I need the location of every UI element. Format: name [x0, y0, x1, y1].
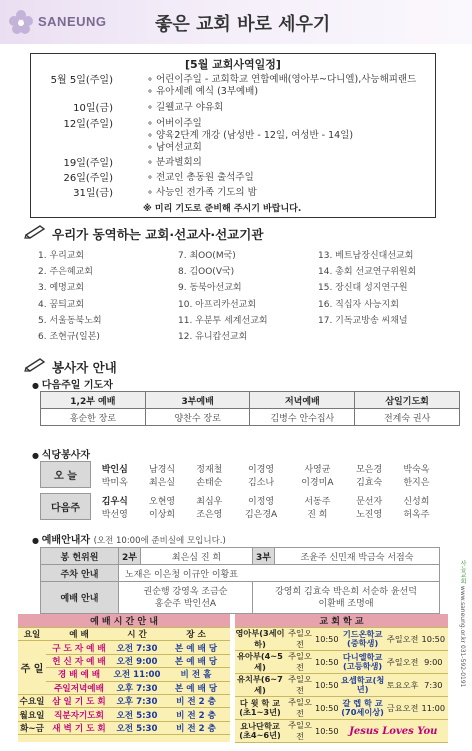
church-school-title: 교 회 학 교	[235, 614, 448, 628]
kitchen-name: 박인심	[101, 464, 128, 475]
worship-name: 경 배 예 배	[46, 668, 112, 681]
worship-time: 오후 7:30	[112, 681, 162, 694]
usher-names: 조윤주 신민재 박금숙 서점숙	[275, 548, 440, 565]
list-item: 1. 우리교회	[38, 251, 85, 261]
school-time: 7:30	[419, 674, 448, 697]
school-day: 주일오전	[285, 697, 315, 720]
list-item: 14. 총회 선교연구위원회	[318, 267, 417, 277]
event-item: ∘ 전교인 총동원 출석주일	[147, 172, 254, 183]
prayer-header: 저녁예배	[250, 392, 355, 409]
kitchen-name: 정재철	[196, 464, 223, 475]
worship-place: 비 전 홀	[162, 668, 230, 681]
usher-names-group: 강영희 김효숙 박은희 서순하 윤선덕 이환배 조명애	[253, 582, 440, 614]
worship-time: 오전 11:00	[112, 668, 162, 681]
usher-names: 최은심 진 희	[141, 548, 253, 565]
worship-place: 본 예 배 당	[162, 654, 230, 667]
worship-time: 오전 7:30	[112, 641, 162, 654]
worship-day: 수요일	[18, 694, 46, 707]
school-time: 10:50	[315, 720, 339, 743]
list-item: 8. 김OO(V국)	[178, 267, 235, 277]
event-item: ∘ 어버이주일	[147, 118, 202, 129]
event-item: ∘ 남여선교회	[147, 142, 202, 153]
prayer-subtitle: ● 다음주일 기도자	[32, 376, 113, 391]
school-name: 유아부(4~5세)	[235, 651, 285, 674]
schedule-title: [5월 교회사역일정]	[185, 58, 281, 71]
event-item: ∘ 양육2단계 개강 (남성반 - 12일, 여성반 - 14일)	[147, 130, 354, 141]
worship-day: 화~금	[18, 721, 46, 734]
jesus-loves-you-text: Jesus Loves You	[339, 720, 448, 743]
list-item: 9. 동북아선교회	[178, 283, 242, 293]
mission-section-title: 우리가 동역하는 교회·선교사·선교기관	[52, 225, 263, 243]
worship-name: 구 도 자 예 배	[46, 641, 112, 654]
worship-place: 비 전 2 층	[162, 721, 230, 734]
worship-header: 시 간	[112, 628, 162, 641]
worship-name: 헌 신 자 예 배	[46, 654, 112, 667]
flower-logo-icon	[8, 9, 34, 35]
event-date: 26일(주일)	[63, 173, 113, 184]
list-item: 5. 서울동북노회	[38, 316, 102, 326]
kitchen-name: 사영균	[304, 464, 331, 475]
event-item: ∘ 길웰교구 야유회	[147, 102, 224, 113]
event-item: ∘ 분과별회의	[147, 157, 202, 168]
worship-place: 본 예 배 당	[162, 641, 230, 654]
side-contact: www.saneung.or.kr 031-592-0191	[459, 585, 466, 688]
school-day: 주일오전	[285, 674, 315, 697]
worship-place: 비 전 2 층	[162, 694, 230, 707]
event-date: 19일(주일)	[63, 158, 113, 169]
worship-name: 새 벽 기 도 회	[46, 721, 112, 734]
worship-name: 삼 일 기 도 회	[46, 694, 112, 707]
school-name: 다니엘학교 (고등학생)	[339, 651, 387, 674]
school-time: 10:50	[315, 651, 339, 674]
kitchen-row-label: 오 늘	[41, 462, 91, 488]
school-time: 10:50	[315, 674, 339, 697]
list-item: 4. 꿈틔교회	[38, 300, 85, 310]
kitchen-name: 한지은	[403, 477, 430, 488]
prayer-cell: 양찬수 장로	[145, 409, 250, 426]
worship-name: 직분자기도회	[46, 708, 112, 721]
worship-name: 주일저녁예배	[46, 681, 112, 694]
worship-header: 장 소	[162, 628, 230, 641]
school-name: 갈 렙 학 교 (70세이상)	[339, 697, 387, 720]
worship-time: 오전 5:30	[112, 708, 162, 721]
kitchen-name: 남경식	[149, 464, 176, 475]
prayer-header: 삼일기도회	[355, 392, 460, 409]
school-day: 주일오전	[387, 651, 419, 674]
kitchen-name: 이상희	[149, 509, 176, 520]
worship-time: 오전 5:30	[112, 721, 162, 734]
list-item: 11. 우분투 세계선교회	[178, 316, 268, 326]
worship-place: 비 전 2 층	[162, 708, 230, 721]
list-item: 6. 조현규(일본)	[38, 332, 100, 342]
kitchen-name: 최은실	[149, 477, 176, 488]
school-name: 요셉학교(청년)	[339, 674, 387, 697]
prayer-header: 1,2부 예배	[41, 392, 146, 409]
kitchen-name: 이정영	[248, 496, 275, 507]
list-item: 15. 장신대 성지연구원	[318, 283, 408, 293]
list-item: 13. 베트남장신대선교회	[318, 251, 414, 261]
pen-icon	[24, 356, 48, 372]
worship-place: 본 예 배 당	[162, 681, 230, 694]
kitchen-name: 김효숙	[356, 477, 383, 488]
school-day: 주일오전	[387, 628, 419, 651]
event-item: ∘ 어린이주일 - 교회학교 연합예배(영아부~다니엘),사능해피랜드	[147, 74, 417, 85]
side-church-name: 사능교회	[459, 560, 466, 584]
school-name: 요나단학교 (초4~6년)	[235, 720, 285, 743]
worship-header: 요일	[18, 628, 46, 641]
worship-header: 예 배	[46, 628, 112, 641]
kitchen-name: 허옥주	[403, 509, 430, 520]
school-day: 주일오전	[285, 720, 315, 743]
usher-row-label: 예배 안내	[41, 582, 119, 614]
usher-row-label: 주차 안내	[41, 565, 119, 582]
school-name: 영아부(3세이하)	[235, 628, 285, 649]
event-item: ∘ 사능인 전가족 기도의 밤	[147, 187, 257, 198]
usher-group: 3부	[253, 548, 275, 565]
prayer-cell: 전계숙 권사	[355, 409, 460, 426]
school-day: 주일오전	[285, 651, 315, 674]
pen-icon	[24, 223, 48, 239]
worship-day: 월요일	[18, 708, 46, 721]
kitchen-name: 노진영	[356, 509, 383, 520]
kitchen-name: 김우식	[101, 496, 128, 507]
worship-time: 오후 7:30	[112, 694, 162, 707]
usher-table	[40, 547, 440, 614]
usher-subtitle: ● 예배안내자 (오전 10:00에 준비실에 모입니다.)	[32, 531, 226, 546]
volunteers-section-title: 봉사자 안내	[52, 358, 117, 376]
kitchen-name: 서동주	[304, 496, 331, 507]
kitchen-row-label: 다음주	[41, 494, 91, 520]
kitchen-table	[40, 461, 440, 520]
kitchen-name: 신성희	[403, 496, 430, 507]
kitchen-name: 손태순	[196, 477, 223, 488]
school-name: 기드온학교 (중학생)	[339, 628, 387, 651]
event-date: 5월 5일(주일)	[50, 75, 113, 86]
kitchen-name: 이경영	[248, 464, 275, 475]
worship-time: 오전 9:00	[112, 654, 162, 667]
worship-day: 주 일	[18, 641, 46, 695]
school-time: 11:00	[419, 697, 448, 720]
event-date: 12일(주일)	[63, 119, 113, 130]
school-time: 9:00	[419, 651, 448, 674]
kitchen-name: 박미옥	[101, 477, 128, 488]
kitchen-subtitle: ● 식당봉사자	[32, 446, 90, 461]
usher-row-label: 봉 헌위원	[41, 548, 119, 565]
school-time: 10:50	[315, 697, 339, 720]
school-name: 유치부(6~7세)	[235, 674, 285, 697]
prayer-cell: 김병수 안수집사	[250, 409, 355, 426]
list-item: 17. 기독교방송 씨채널	[318, 316, 408, 326]
usher-names-group: 권순행 강영옥 조금순 홍순주 박인선A	[119, 582, 253, 614]
kitchen-name: 최심우	[196, 496, 223, 507]
prayer-header: 3부예배	[145, 392, 250, 409]
school-time: 10:50	[419, 628, 448, 651]
event-item: ∘ 유아세례 예식 (3부예배)	[147, 86, 259, 97]
usher-group: 2부	[119, 548, 141, 565]
kitchen-name: 김은경A	[244, 509, 278, 520]
kitchen-name: 오현영	[149, 496, 176, 507]
school-day: 토요오후	[387, 674, 419, 697]
kitchen-name: 문선자	[356, 496, 383, 507]
prayer-cell: 홍순한 장로	[41, 409, 146, 426]
kitchen-name: 모은경	[356, 464, 383, 475]
kitchen-name: 박선영	[101, 509, 128, 520]
list-item: 7. 최OO(M국)	[178, 251, 236, 261]
list-item: 12. 유니캅선교회	[178, 332, 248, 342]
event-date: 10일(금)	[73, 103, 113, 114]
list-item: 2. 주은혜교회	[38, 267, 93, 277]
schedule-box	[30, 53, 436, 218]
list-item: 3. 예명교회	[38, 283, 85, 293]
school-time: 10:50	[315, 628, 339, 651]
kitchen-name: 이경미A	[301, 477, 334, 488]
prayer-table	[40, 391, 460, 426]
brand-name: SANEUNG	[38, 14, 107, 29]
kitchen-name: 박숙옥	[403, 464, 430, 475]
worship-table	[18, 614, 230, 735]
kitchen-name: 진 희	[307, 509, 328, 520]
school-day: 금요오전	[387, 697, 419, 720]
header-banner	[0, 0, 472, 44]
kitchen-name: 조은영	[196, 509, 223, 520]
list-item: 10. 아프리카선교회	[178, 300, 257, 310]
school-day: 주일오전	[285, 628, 315, 651]
schedule-note: ※ 미리 기도로 준비해 주시기 바랍니다.	[143, 204, 302, 214]
worship-title: 예 배 시 간 안 내	[18, 614, 230, 628]
school-name: 다 윗 학 교 (초1~3년)	[235, 697, 285, 720]
kitchen-name: 김소나	[248, 477, 275, 488]
event-date: 31일(금)	[73, 188, 113, 199]
page-title: 좋은 교회 바로 세우기	[155, 14, 331, 35]
list-item: 16. 직십자 사능지회	[318, 300, 399, 310]
church-school-table	[235, 614, 448, 743]
usher-note: (오전 10:00에 준비실에 모입니다.)	[93, 536, 226, 546]
usher-names: 노재은 이은청 이규안 이황표	[119, 565, 440, 582]
side-contact-text	[455, 560, 467, 750]
